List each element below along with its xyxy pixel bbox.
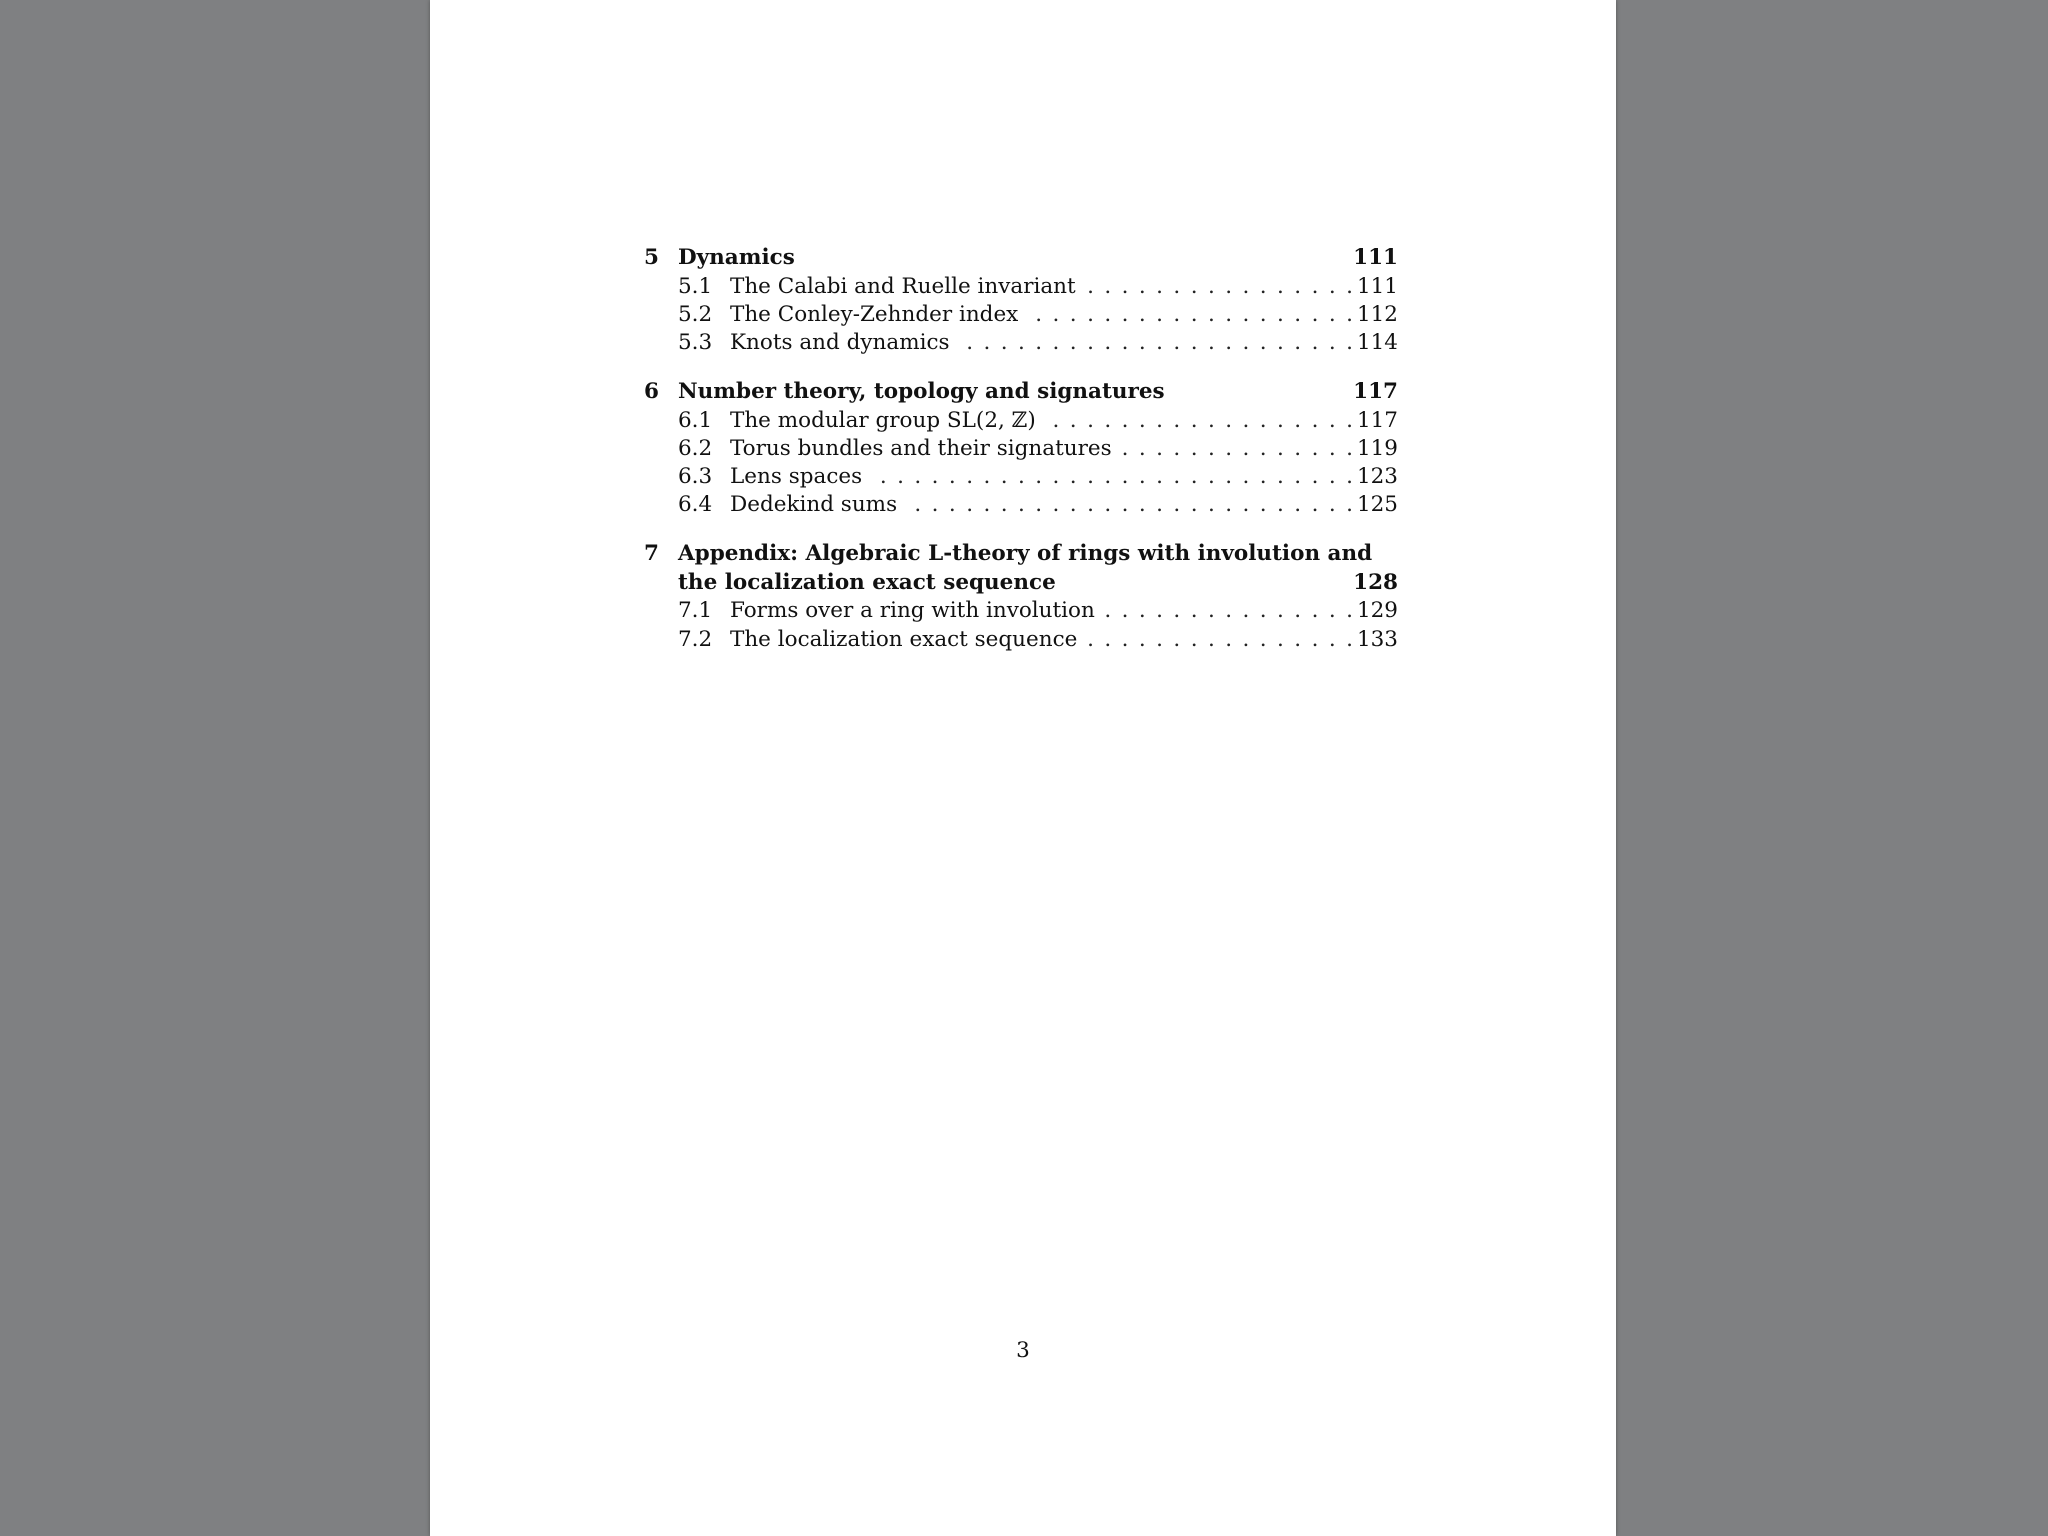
toc-section-5-3[interactable] — [644, 329, 1398, 357]
chapter-page: 111 — [1353, 245, 1398, 270]
section-title: The modular group SL(2, ℤ) — [730, 407, 1036, 433]
toc-chapter-7[interactable] — [644, 540, 1398, 653]
chapter-title: Number theory, topology and signatures — [678, 379, 1165, 405]
document-page — [430, 0, 1616, 1536]
toc-section-5-1[interactable] — [644, 273, 1398, 301]
toc-section-6-2[interactable] — [644, 435, 1398, 463]
section-page: 133 — [1356, 626, 1398, 652]
chapter-page: 117 — [1353, 379, 1398, 405]
chapter-title: Dynamics — [678, 245, 795, 270]
section-number: 5.1 — [678, 273, 713, 299]
section-number: 6.2 — [678, 435, 713, 461]
section-number: 7.1 — [678, 598, 713, 624]
dot-leader — [870, 463, 1353, 491]
dot-leader — [958, 329, 1353, 357]
chapter-heading[interactable] — [644, 378, 1398, 407]
dot-leader — [905, 491, 1353, 519]
chapter-heading[interactable] — [644, 540, 1398, 569]
section-number: 6.3 — [678, 463, 713, 489]
section-page: 125 — [1356, 492, 1398, 518]
dot-leader — [1044, 407, 1353, 435]
toc-section-6-4[interactable] — [644, 491, 1398, 519]
dot-leader — [1085, 626, 1353, 654]
toc-section-7-2[interactable] — [644, 626, 1398, 654]
section-title: Torus bundles and their signatures — [730, 435, 1112, 461]
chapter-title-line-2: the localization exact sequence — [678, 569, 1056, 595]
chapter-heading-continued[interactable] — [644, 569, 1398, 598]
toc-chapter-5[interactable] — [644, 244, 1398, 357]
section-number: 6.1 — [678, 407, 713, 433]
chapter-page: 128 — [1353, 569, 1398, 595]
section-page: 114 — [1356, 329, 1398, 355]
section-title: Lens spaces — [730, 463, 863, 489]
section-number: 5.3 — [678, 329, 713, 355]
section-page: 112 — [1356, 301, 1398, 327]
page-number: 3 — [1016, 1338, 1030, 1363]
section-page: 117 — [1356, 407, 1398, 433]
section-number: 6.4 — [678, 492, 713, 518]
toc-section-6-1[interactable] — [644, 407, 1398, 435]
chapter-title-line-1: Appendix: Algebraic L-theory of rings with involution and — [678, 541, 1373, 567]
section-page: 129 — [1356, 598, 1398, 624]
section-title: Dedekind sums — [730, 492, 898, 518]
chapter-heading[interactable] — [644, 244, 1398, 273]
section-title: The Calabi and Ruelle invariant — [730, 273, 1076, 299]
section-number: 7.2 — [678, 626, 713, 652]
dot-leader — [1026, 301, 1353, 329]
toc-chapter-6[interactable] — [644, 378, 1398, 519]
section-title: The localization exact sequence — [730, 626, 1078, 652]
dot-leader — [1103, 597, 1353, 625]
chapter-number: 5 — [644, 245, 659, 270]
section-number: 5.2 — [678, 301, 713, 327]
chapter-number: 6 — [644, 379, 659, 405]
toc-section-6-3[interactable] — [644, 463, 1398, 491]
dot-leader — [1120, 435, 1353, 463]
toc-section-5-2[interactable] — [644, 301, 1398, 329]
chapter-number: 7 — [644, 541, 659, 567]
chapter-number-spacer — [644, 569, 678, 598]
section-title: Knots and dynamics — [730, 329, 950, 355]
section-page: 119 — [1356, 435, 1398, 461]
dot-leader — [1084, 273, 1353, 301]
table-of-contents — [644, 244, 1398, 675]
toc-section-7-1[interactable] — [644, 597, 1398, 625]
section-title: The Conley-Zehnder index — [730, 301, 1019, 327]
section-page: 123 — [1356, 463, 1398, 489]
section-page: 111 — [1356, 273, 1398, 299]
section-title: Forms over a ring with involution — [730, 598, 1095, 624]
